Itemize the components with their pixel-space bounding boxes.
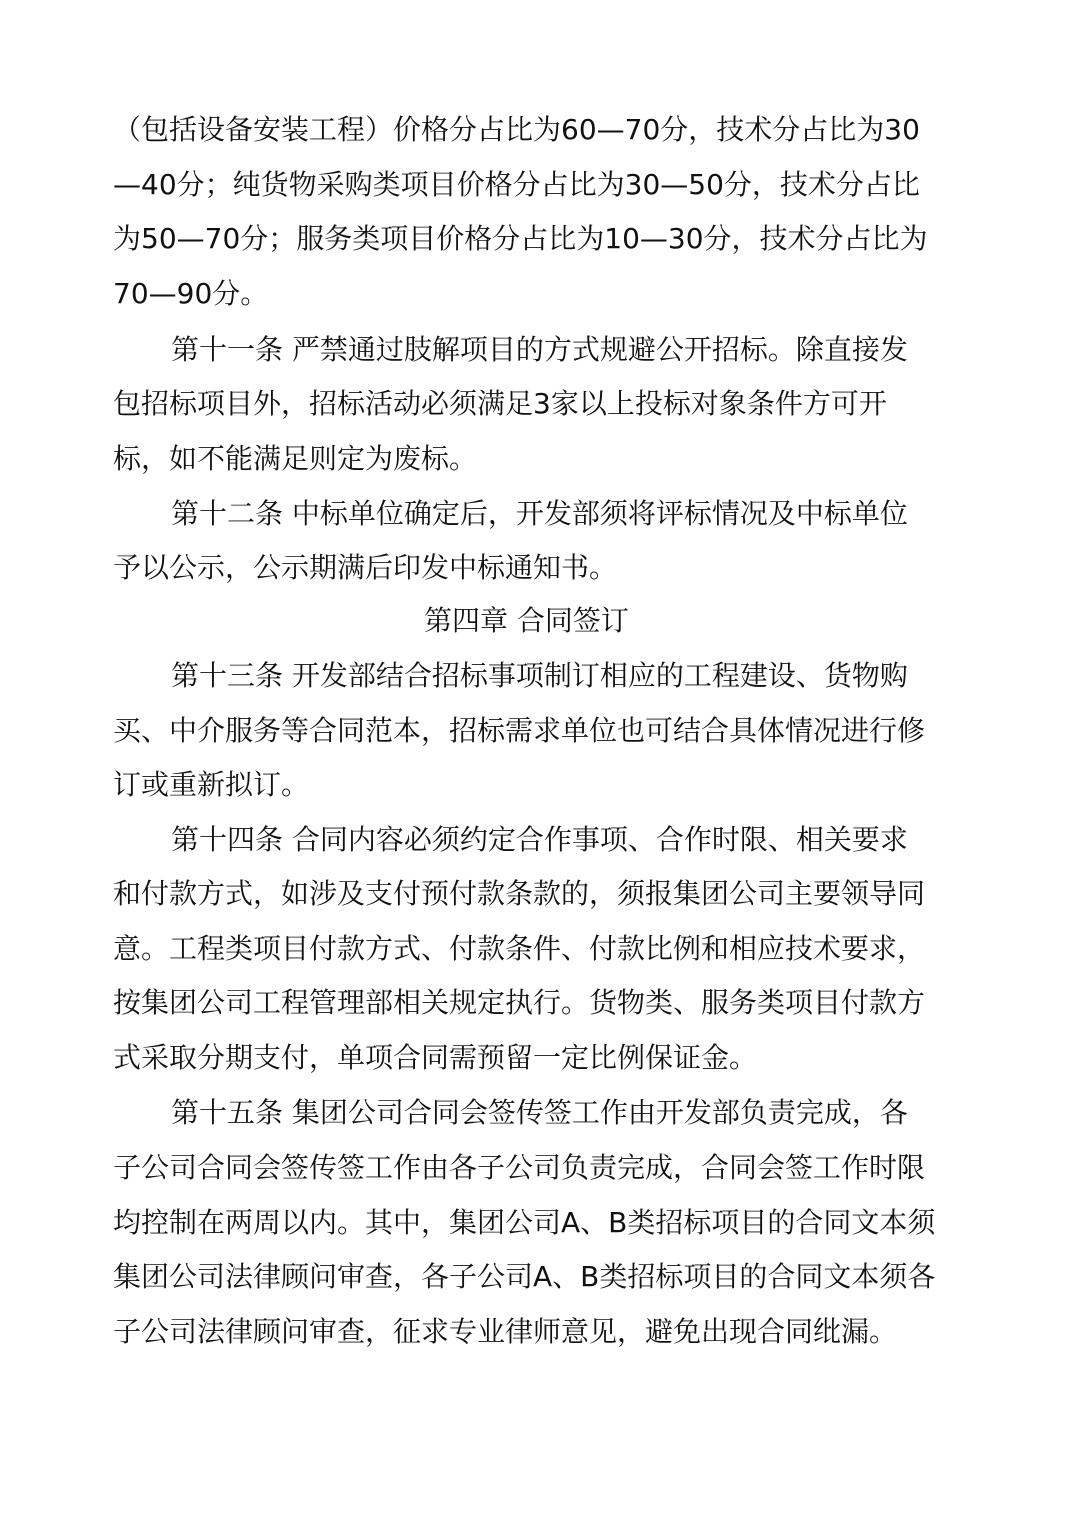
paragraph-line: —40分；纯货物采购类项目价格分占比为30—50分，技术分占比 — [113, 168, 920, 201]
chapter-heading: 第四章 合同签订 — [424, 604, 629, 637]
paragraph-line: 包招标项目外，招标活动必须满足3家以上投标对象条件方可开 — [113, 387, 887, 420]
paragraph-line: （包括设备安装工程）价格分占比为60—70分，技术分占比为30 — [113, 113, 920, 146]
paragraph-line: 意。工程类项目付款方式、付款条件、付款比例和相应技术要求， — [113, 932, 926, 965]
paragraph-line: 按集团公司工程管理部相关规定执行。货物类、服务类项目付款方 — [113, 986, 926, 1019]
paragraph-line: 标，如不能满足则定为废标。 — [113, 442, 478, 475]
paragraph-line: 为50—70分；服务类项目价格分占比为10—30分，技术分占比为 — [113, 222, 928, 255]
paragraph-line: 和付款方式，如涉及支付预付款条款的，须报集团公司主要领导同 — [113, 877, 926, 910]
paragraph-line: 予以公示，公示期满后印发中标通知书。 — [113, 551, 618, 584]
paragraph-line: 集团公司法律顾问审查，各子公司A、B类招标项目的合同文本须各 — [113, 1260, 936, 1293]
paragraph-line: 买、中介服务等合同范本，招标需求单位也可结合具体情况进行修 — [113, 714, 926, 747]
paragraph-line: 订或重新拟订。 — [113, 768, 310, 801]
article-14-start: 第十四条 合同内容必须约定合作事项、合作时限、相关要求 — [171, 823, 908, 856]
article-11-start: 第十一条 严禁通过肢解项目的方式规避公开招标。除直接发 — [171, 333, 908, 366]
article-12-start: 第十二条 中标单位确定后，开发部须将评标情况及中标单位 — [171, 497, 908, 530]
article-15-start: 第十五条 集团公司合同会签传签工作由开发部负责完成，各 — [171, 1096, 908, 1129]
paragraph-line: 70—90分。 — [113, 277, 269, 310]
paragraph-line: 均控制在两周以内。其中，集团公司A、B类招标项目的合同文本须 — [113, 1206, 936, 1239]
article-13-start: 第十三条 开发部结合招标事项制订相应的工程建设、货物购 — [171, 659, 908, 692]
paragraph-line: 子公司合同会签传签工作由各子公司负责完成，合同会签工作时限 — [113, 1151, 926, 1184]
paragraph-line: 式采取分期支付，单项合同需预留一定比例保证金。 — [113, 1041, 758, 1074]
paragraph-line: 子公司法律顾问审查，征求专业律师意见，避免出现合同纰漏。 — [113, 1315, 898, 1348]
